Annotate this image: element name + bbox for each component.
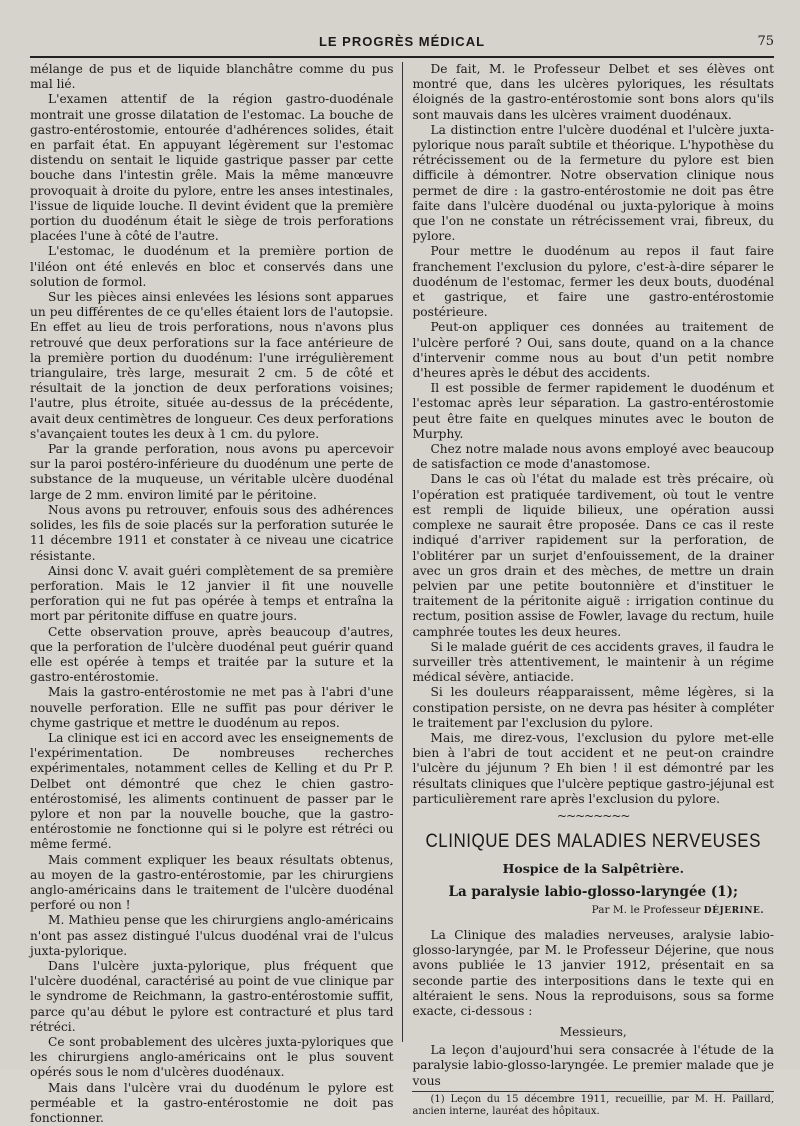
paragraph: Par la grande perforation, nous avons pu apercevoir sur la paroi postéro-inférieure du duodénum une perte de substance de la muqueuse, un véritable ulcère duodénal large de 2 mm. environ limité par le péritoine. (30, 442, 394, 502)
page-header (30, 30, 774, 58)
paragraph: Si les douleurs réapparaissent, même légères, si la constipation persiste, on ne devra pas hésiter à compléter le traitement par l'exclusion du pylore. (412, 685, 774, 730)
author-line (412, 904, 764, 916)
author-prefix: Par M. le Professeur (591, 903, 701, 916)
paragraph: Ainsi donc V. avait guéri complètement de sa première perforation. Mais le 12 janvier il fit une nouvelle perforation qui ne fut pas opérée à temps et entraîna la mort par péritonite diffuse en quatre jours. (30, 563, 394, 624)
paragraph: M. Mathieu pense que les chirurgiens anglo-américains n'ont pas assez distingué l'ulcus duodénal vrai de l'ulcus juxta-pylorique. (30, 913, 394, 958)
paragraph: L'estomac, le duodénum et la première portion de l'iléon ont été enlevés en bloc et conservés dans une solution de formol. (30, 244, 394, 289)
paragraph: La clinique est ici en accord avec les enseignements de l'expérimentation. De nombreuses recherches expérimentales, notamment celles de Kelling et du Pr P. Delbet ont démontré que chez le chien gastro-entérostomisé, les aliments continuent de passer par le pylore et non par la nouvelle bouche, que la gastro-entérostomie ne fonctionne qui si le polyre est rétréci ou même fermé. (30, 730, 394, 852)
paragraph: Dans le cas où l'état du malade est très précaire, où l'opération est pratiquée tardivement, où tout le ventre est rempli de liquide bilieux, une opération aussi complexe ne saurait être proposée. Dans ce cas il reste indiqué d'arriver rapidement sur la perforation, de l'oblitérer par un surjet d'enfouissement, de la drainer avec un gros drain et des mèches, de mettre un drain pelvien par une petite boutonnière et d'instituer le traitement de la péritonite aiguë : irrigation continue du rectum, position assise de Fowler, lavage du rectum, huile camphrée toutes les deux heures. (412, 472, 774, 639)
two-column-body (30, 62, 774, 1126)
section-title: CLINIQUE DES MALADIES NERVEUSES (425, 829, 761, 852)
lecture-opening-paragraph: La leçon d'aujourd'hui sera consacrée à l'étude de la paralysie labio-glosso-laryngée. Le premier malade que je vous (412, 1043, 774, 1088)
paragraph: Dans l'ulcère juxta-pylorique, plus fréquent que l'ulcère duodénal, caractérisé au point de vue clinique par le syndrome de Reichmann, la gastro-entérostomie suffit, parce qu'au début le pylore est contracturé et plus tard rétréci. (30, 958, 394, 1034)
author-name: DÉJERINE. (703, 905, 764, 916)
paragraph: Pour mettre le duodénum au repos il faut faire franchement l'exclusion du pylore, c'est-à-dire séparer le duodénum de l'estomac, fermer les deux bouts, duodénal et gastrique, et faire une gastro-entérostomie postérieure. (412, 244, 774, 320)
paragraph: La distinction entre l'ulcère duodénal et l'ulcère juxta-pylorique nous paraît subtile et théorique. L'hypothèse du rétrécissement ou de la fermeture du pylore est bien difficile à démontrer. Notre observation clinique nous permet de dire : la gastro-entérostomie ne doit pas être faite dans l'ulcère duodénal ou juxta-pylorique à moins que l'on ne constate un rétrécissement vrai, fibreux, du pylore. (412, 122, 774, 244)
intro-paragraph: La Clinique des maladies nerveuses, aralysie labio-glosso-laryngée, par M. le Professeur Déjerine, que nous avons publiée le 13 janvier 1912, présentait en sa seconde partie des interpositions dans le texte qui en altéraient le sens. Nous la reproduisons, sous sa forme exacte, ci-dessous : (412, 927, 774, 1018)
paragraph: Si le malade guérit de ces accidents graves, il faudra le surveiller très attentivement, le maintenir à un régime médical sévère, antiacide. (412, 639, 774, 685)
right-column (402, 62, 774, 1117)
hospital-name: Hospice de la Salpêtrière. (502, 860, 684, 876)
paragraph: Mais, me direz-vous, l'exclusion du pylore met-elle bien à l'abri de tout accident et ne peut-on craindre l'ulcère du jéjunum ? Eh bien ! il est démontré par les résultats cliniques que l'ulcère peptique gastro-jéjunal est particulièrement rare après l'exclusion du pylore. (412, 730, 774, 806)
paragraph: Sur les pièces ainsi enlevées les lésions sont apparues un peu différentes de ce qu'elles étaient lors de l'autopsie. En effet au lieu de trois perforations, nous n'avons plus retrouvé que deux perforations sur la face antérieure de la première portion du duodénum: l'une irrégulièrement triangulaire, très large, mesurait 2 cm. 5 de côté et résultait de la jonction de deux perforations voisines; l'autre, plus étroite, située au-dessus de la précédente, avait deux centimètres de longueur. Ces deux perforations s'avançaient toutes les deux à 1 cm. du pylore. (30, 290, 394, 441)
paragraph: Ce sont probablement des ulcères juxta-pyloriques que les chirurgiens anglo-américains ont le plus souvent opérés sous le nom d'ulcères duodénaux. (30, 1035, 394, 1080)
paragraph: mélange de pus et de liquide blanchâtre comme du pus mal lié. (30, 62, 394, 92)
lecture-title: La paralysie labio-glosso-laryngée (1); (448, 883, 738, 900)
paragraph: Il est possible de fermer rapidement le duodénum et l'estomac après leur séparation. La gastro-entérostomie peut être faite en quelques minutes avec le bouton de Murphy. (412, 381, 774, 441)
right-column-paragraphs (412, 62, 774, 807)
paragraph: L'examen attentif de la région gastro-duodénale montrait une grosse dilatation de l'estomac. La bouche de gastro-entérostomie, entourée d'adhérences solides, était en parfait état. En appuyant légèrement sur l'estomac distendu on sentait le liquide gastrique passer par cette bouche dans l'intestin grêle. Mais la même manœuvre provoquait à droite du pylore, entre les anses intestinales, l'issue de liquide louche. Il devint évident que la première portion du duodénum était le siège de trois perforations placées l'une à côté de l'autre. (30, 92, 394, 244)
paragraph: Mais la gastro-entérostomie ne met pas à l'abri d'une nouvelle perforation. Elle ne suffit pas pour dériver le chyme gastrique et mettre le duodénum au repos. (30, 685, 394, 730)
journal-title: LE PROGRÈS MÉDICAL (318, 34, 486, 49)
salutation: Messieurs, (559, 1025, 627, 1040)
paragraph: Peut-on appliquer ces données au traitement de l'ulcère perforé ? Oui, sans doute, quand on a la chance d'intervenir comme nous au bout d'un petit nombre d'heures après le début des accidents. (412, 320, 774, 381)
paragraph: Mais comment expliquer les beaux résultats obtenus, au moyen de la gastro-entérostomie, par les chirurgiens anglo-américains dans le traitement de l'ulcère duodénal perforé ou non ! (30, 852, 394, 913)
paragraph: Cette observation prouve, après beaucoup d'autres, que la perforation de l'ulcère duodénal peut guérir quand elle est opérée à temps et traitée par la suture et la gastro-entérostomie. (30, 624, 394, 685)
footnote-rule (412, 1091, 774, 1092)
footnote: (1) Leçon du 15 décembre 1911, recueillie, par M. H. Paillard, ancien interne, lauréat des hôpitaux. (412, 1093, 774, 1117)
page-number: 75 (757, 34, 774, 49)
paragraph: Nous avons pu retrouver, enfouis sous des adhérences solides, les fils de soie placés sur la perforation suturée le 11 décembre 1911 et constater à ce niveau une cicatrice résistante. (30, 502, 394, 563)
left-column (30, 62, 402, 1126)
section-ornament: ~~~~~~~~ (557, 808, 630, 823)
paragraph: De fait, M. le Professeur Delbet et ses élèves ont montré que, dans les ulcères pyloriques, les résultats éloignés de la gastro-entérostomie sont bons alors qu'ils sont mauvais dans les ulcères vraiment duodénaux. (412, 62, 774, 122)
paragraph: Chez notre malade nous avons employé avec beaucoup de satisfaction ce mode d'anastomose. (412, 442, 774, 472)
paragraph: Mais dans l'ulcère vrai du duodénum le pylore est perméable et la gastro-entérostomie ne doit pas fonctionner. (30, 1080, 394, 1126)
